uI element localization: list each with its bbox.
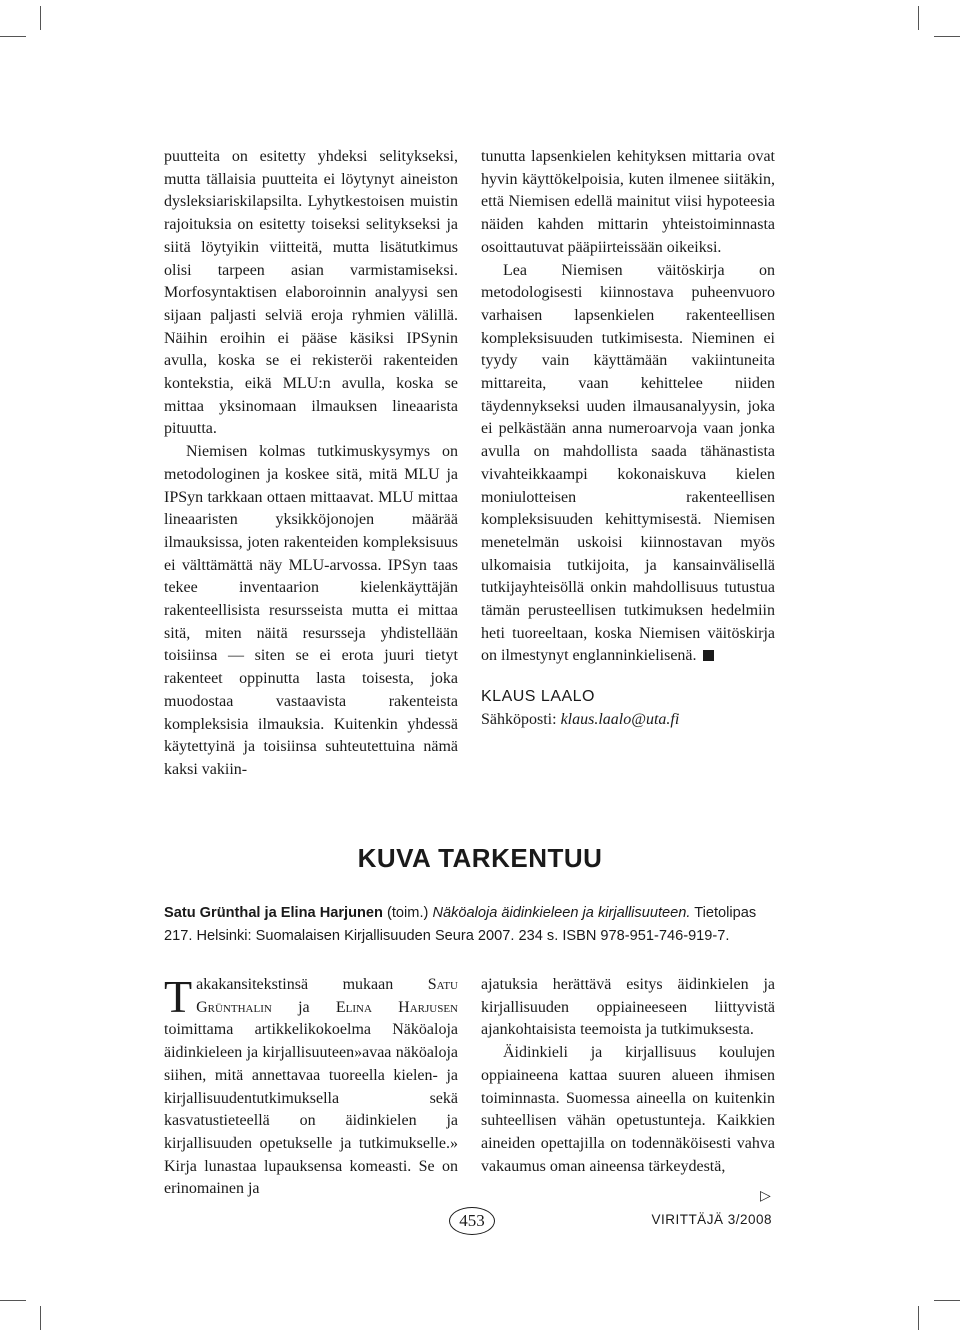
bib-book-title: Näköaloja äidinkieleen ja kirjallisuuteen. [432, 905, 691, 921]
drop-cap: T [164, 971, 193, 1022]
crop-mark-bottom-left-h [0, 1300, 26, 1301]
review-paragraph: Äidinkieli ja kirjallisuus koulujen oppiaineena kattaa suuren alueen ihmisen toiminnasta. Suomessa aineella on kuitenkin suhteellisen vähän opetustunteja. Kaikkien aineiden opettajilla on todennäköisesti vahva vakaumus oman aineensa tärkeydestä, [481, 1044, 775, 1175]
crop-mark-bottom-right-v [918, 1306, 919, 1330]
crop-mark-bottom-left-v [40, 1306, 41, 1330]
bib-editor-note: (toim.) [387, 905, 429, 921]
conjunction: ja [298, 998, 310, 1016]
review-paragraph [164, 971, 459, 1201]
crop-mark-bottom-right-h [934, 1300, 960, 1301]
bib-authors: Satu Grünthal ja Elina Harjunen [164, 905, 383, 921]
article-right-column [481, 146, 775, 732]
bib-publication-details: Tietolipas 217. Helsinki: Suomalaisen Kirjallisuuden Seura 2007. 234 s. ISBN 978-951-746-919-7. [164, 905, 757, 944]
journal-footer: VIRITTÄJÄ 3/2008 [651, 1212, 772, 1227]
review-paragraph: ajatuksia herättävä esitys äidinkielen ja kirjallisuuden oppiaineeseen liittyvistä ajankohtaisista teemoista ja tutkimuksesta. [481, 976, 775, 1039]
author-email-line [481, 709, 775, 732]
article-paragraph [481, 260, 775, 669]
crop-mark-top-left-v [40, 6, 41, 30]
article-paragraph: Niemisen kolmas tutkimuskysymys on metodologinen ja koskee sitä, mitä MLU ja IPSyn tarkkaan ottaen mittaavat. MLU mittaa lineaaristen yksikköjonojen määrää ilmauksissa, joten rakenteiden kompleksisuus ei välttämättä näy MLU-arvossa. IPSyn taas tekee inventaarion kielenkäyttäjän rakenteellisista resursseista mutta ei mittaa sitä, miten näitä resursseja yhdistellään toisiinsa — siten se ei erota juuri tietyt rakenteet oppinutta lasta toisesta, joka muodostaa vastaavista rakenteista kompleksisia ilmauksia. Kuitenkin yhdessä käytettyinä ja toisiinsa suhteutettuina nämä kaksi vakiin- [164, 443, 458, 778]
crop-mark-top-right-h [934, 36, 960, 37]
review-lead: akakansitekstinsä mukaan [196, 976, 394, 993]
email-label: Sähköposti: [481, 710, 557, 728]
review-right-column [481, 974, 775, 1178]
crop-mark-top-left-h [0, 36, 26, 37]
email-address[interactable]: klaus.laalo@uta.fi [560, 710, 680, 728]
article-paragraph: tunutta lapsenkielen kehityksen mittaria ovat hyvin käyttökelpoisia, kuten ilmenee siitäkin, että Niemisen edellä mainitut viisi hypoteesia näiden kahden mittarin yhteistoiminnasta osoittautuvat pääpiirteissään oikeiksi. [481, 148, 775, 256]
article-author: KLAUS LAALO [481, 688, 595, 706]
page-number: 453 [449, 1207, 495, 1235]
continue-arrow-icon: ▷ [760, 1188, 771, 1204]
end-square-icon [703, 650, 714, 661]
editor-name-1: Satu Grünthalin [196, 976, 458, 1016]
article-closing-text: Lea Niemisen väitöskirja on metodologisesti kiinnostava puheenvuoro varhaisen lapsenkielen rakenteellisen kompleksisuuden tutkimisesta. Nieminen ei tyydy vain käyttämään vakiintuneita mittareita, vaan kehittelee niiden täydennykseksi uuden ilmausanalyysin, joka ei pelkästään anna numeroarvoja vaan jonka avulla on mahdollista saada tähänastista vivahteikkaampi kokonaiskuva kielen moniulotteisen rakenteellisen kompleksisuuden kehittymisestä. Niemisen menetelmän uskoisi kiinnostavan myös ulkomaisia tutkijoita, ja kansainvälisellä tutkijayhteisöllä onkin mahdollisuus tutustua tämän perusteellisen tutkimuksen hedelmiin heti tuoreeltaan, koska Niemisen väitöskirja on ilmestynyt englanninkielisenä. [481, 261, 775, 665]
editor-name-2: Elina Harjusen [335, 998, 459, 1016]
crop-mark-top-right-v [918, 6, 919, 30]
article-left-column [164, 146, 458, 782]
review-lead-rest: toimittama artikkelikokoelma Näköaloja äidinkieleen ja kirjallisuuteen»avaa näköaloja siihen, mitä annettavaa tuoreella kielen- ja kirjallisuudentutkimuksella sekä kasvatustieteellä on äidinkielen ja kirjallisuuden opetukselle ja tutkimukselle.» Kirja lunastaa lupauksensa komeasti. Se on erinomainen ja [164, 1021, 458, 1198]
review-left-column [164, 971, 459, 1201]
review-bibliography [164, 902, 776, 948]
article-paragraph: puutteita on esitetty yhdeksi selitykseksi, mutta tällaisia puutteita ei löytynyt aineiston dysleksiariskilapsilta. Lyhytkestoisen muistin rajoituksia on esitetty toiseksi selitykseksi ja siitä löytyikin viitteitä, mutta lisätutkimus olisi tarpeen asian varmistamiseksi. Morfosyntaktisen elaboroinnin analyysi sen sijaan paljasti selviä eroja ryhmien välillä. Näihin eroihin ei pääse käsiksi IPSynin avulla, koska se ei rekisteröi rakenteiden kontekstia, eikä MLU:n avulla, koska se mittaa yksinomaan ilmauksen lineaarista pituutta. [164, 148, 458, 438]
review-title: KUVA TARKENTUU [357, 843, 603, 873]
